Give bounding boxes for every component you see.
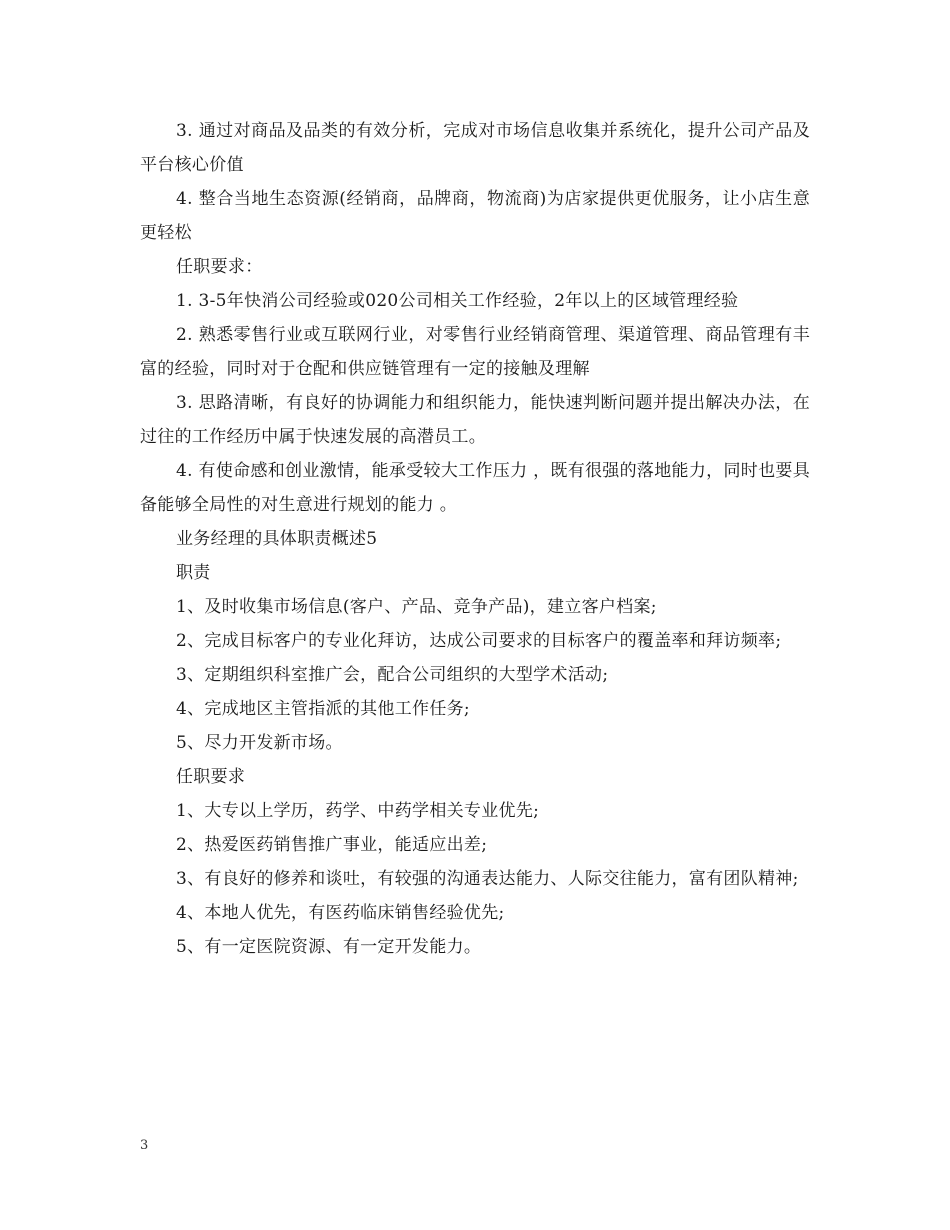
paragraph-7: 4. 有使命感和创业激情，能承受较大工作压力 ，既有很强的落地能力，同时也要具备能够全局性的对生意进行规划的能力 。 — [140, 461, 810, 515]
paragraph-4: 1. 3-5年快消公司经验或020公司相关工作经验，2年以上的区域管理经验 — [176, 291, 739, 311]
section-heading-requirements-2: 任职要求 — [176, 767, 246, 787]
paragraph-6: 3. 思路清晰，有良好的协调能力和组织能力，能快速判断问题并提出解决办法，在过往的工作经历中属于快速发展的高潜员工。 — [140, 393, 810, 447]
duty-item-4: 4、完成地区主管指派的其他工作任务; — [176, 699, 470, 719]
section-title: 业务经理的具体职责概述5 — [176, 529, 378, 549]
duty-item-5: 5、尽力开发新市场。 — [176, 733, 343, 753]
duty-item-3: 3、定期组织科室推广会，配合公司组织的大型学术活动; — [176, 665, 609, 685]
document-body — [140, 114, 810, 964]
paragraph-1: 3. 通过对商品及品类的有效分析，完成对市场信息收集并系统化，提升公司产品及平台核心价值 — [140, 121, 810, 175]
requirement-item-3: 3、有良好的修养和谈吐，有较强的沟通表达能力、人际交往能力，富有团队精神; — [176, 869, 799, 889]
paragraph-2: 4. 整合当地生态资源(经销商，品牌商，物流商)为店家提供更优服务，让小店生意更轻松 — [140, 189, 810, 243]
page-number: 3 — [140, 1138, 149, 1153]
paragraph-5: 2. 熟悉零售行业或互联网行业，对零售行业经销商管理、渠道管理、商品管理有丰富的经验，同时对于仓配和供应链管理有一定的接触及理解 — [140, 325, 810, 379]
requirement-item-5: 5、有一定医院资源、有一定开发能力。 — [176, 937, 482, 957]
duty-item-2: 2、完成目标客户的专业化拜访，达成公司要求的目标客户的覆盖率和拜访频率; — [176, 631, 782, 651]
duty-item-1: 1、及时收集市场信息(客户、产品、竞争产品)，建立客户档案; — [176, 597, 657, 617]
section-heading-requirements: 任职要求： — [176, 257, 263, 277]
requirement-item-4: 4、本地人优先，有医药临床销售经验优先; — [176, 903, 505, 923]
requirement-item-1: 1、大专以上学历，药学、中药学相关专业优先; — [176, 801, 540, 821]
section-heading-duties: 职责 — [176, 563, 211, 583]
requirement-item-2: 2、热爱医药销售推广事业，能适应出差; — [176, 835, 488, 855]
